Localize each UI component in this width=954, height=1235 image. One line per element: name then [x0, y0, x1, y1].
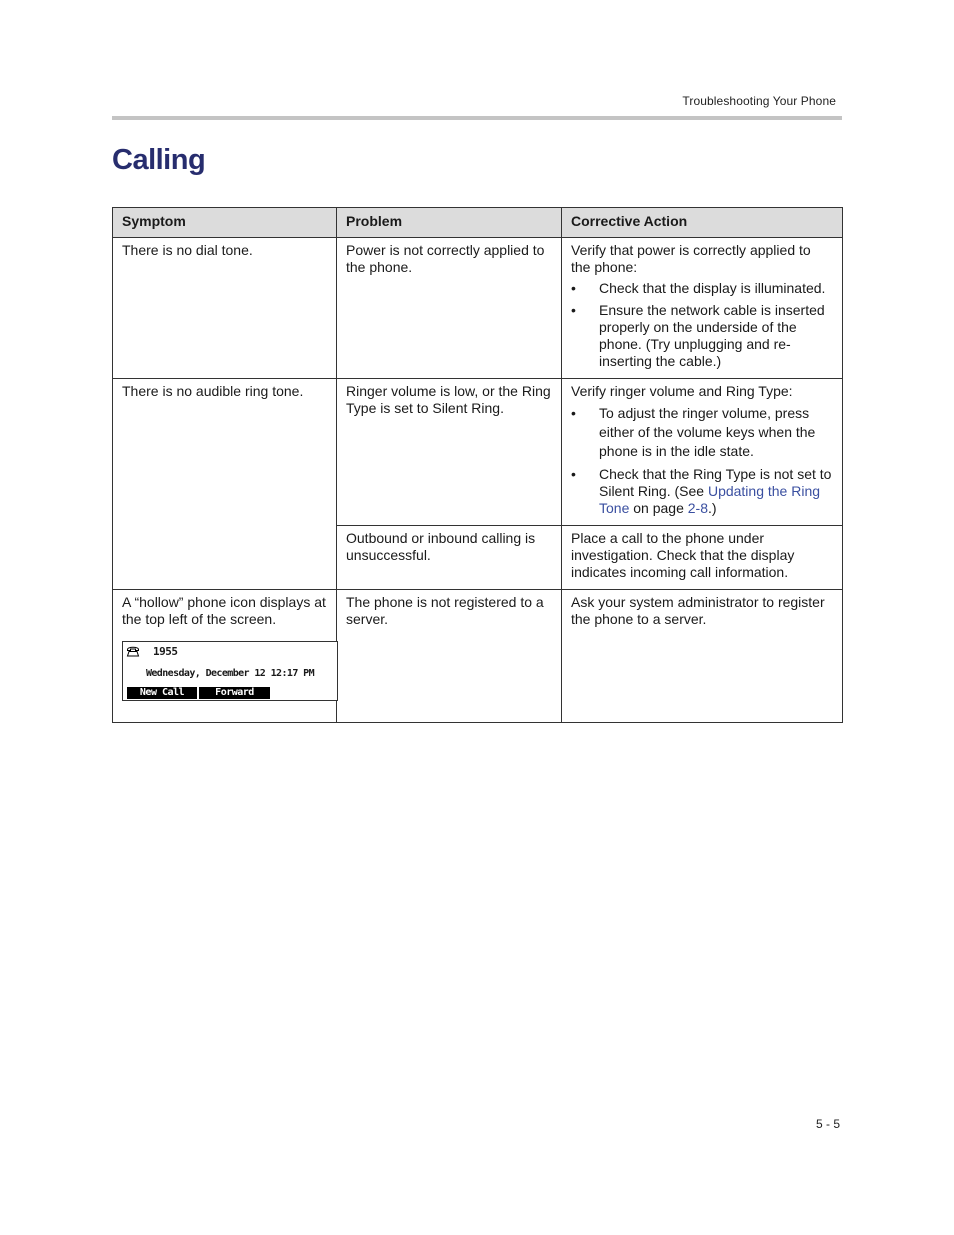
- problem-cell: The phone is not registered to a server.: [337, 590, 562, 723]
- symptom-cell: [113, 590, 337, 723]
- problem-cell: Ringer volume is low, or the Ring Type is set to Silent Ring.: [337, 379, 562, 526]
- column-header-problem: Problem: [337, 208, 562, 238]
- phone-softkeys: [127, 687, 270, 699]
- forward-softkey: Forward: [199, 687, 270, 699]
- action-lead: Verify ringer volume and Ring Type:: [571, 383, 793, 399]
- troubleshooting-table: [112, 207, 843, 723]
- hollow-phone-icon: [126, 645, 140, 657]
- action-lead: Verify that power is correctly applied to the phone:: [571, 242, 811, 275]
- running-header: Troubleshooting Your Phone: [682, 94, 836, 108]
- action-bullet: • Check that the display is illuminated.: [571, 280, 833, 297]
- action-bullet: • Ensure the network cable is inserted properly on the underside of the phone. (Try unplugging and re-inserting the cable.): [571, 302, 833, 370]
- symptom-text: A “hollow” phone icon displays at the top left of the screen.: [122, 594, 326, 627]
- column-header-symptom: Symptom: [113, 208, 337, 238]
- bullet-text: on page: [629, 500, 688, 516]
- table-header-row: [113, 208, 843, 238]
- bullet-text: .): [707, 500, 717, 516]
- header-rule: [112, 116, 842, 120]
- corrective-action-cell: [562, 238, 843, 379]
- phone-line-indicator: [126, 644, 178, 658]
- phone-display-screenshot: [122, 641, 338, 701]
- action-bullet: [571, 466, 833, 517]
- bullet-text: Check that the Ring Type is not set to Silent Ring. (See: [599, 466, 832, 499]
- phone-extension: 1955: [153, 644, 178, 658]
- new-call-softkey: New Call: [127, 687, 197, 699]
- corrective-action-cell: Place a call to the phone under investigation. Check that the display indicates incoming call information.: [562, 526, 843, 590]
- problem-cell: Power is not correctly applied to the phone.: [337, 238, 562, 379]
- column-header-corrective-action: Corrective Action: [562, 208, 843, 238]
- section-title: Calling: [112, 144, 206, 176]
- table-row: [113, 238, 843, 379]
- action-bullet-list: [571, 280, 833, 370]
- action-bullet: • To adjust the ringer volume, press either of the volume keys when the phone is in the idle state.: [571, 404, 833, 461]
- page-2-8-link[interactable]: 2-8: [687, 500, 708, 516]
- symptom-cell: There is no audible ring tone.: [113, 379, 337, 590]
- phone-date-time: Wednesday, December 12 12:17 PM: [145, 668, 315, 679]
- action-bullet-list: [571, 404, 833, 517]
- corrective-action-cell: [562, 379, 843, 526]
- updating-ring-tone-link[interactable]: Updating the Ring Tone: [599, 483, 821, 516]
- table-row: [113, 590, 843, 723]
- symptom-cell: There is no dial tone.: [113, 238, 337, 379]
- page-number: 5 - 5: [815, 1117, 840, 1131]
- corrective-action-cell: Ask your system administrator to register the phone to a server.: [562, 590, 843, 723]
- table-row: [113, 379, 843, 526]
- problem-cell: Outbound or inbound calling is unsuccessful.: [337, 526, 562, 590]
